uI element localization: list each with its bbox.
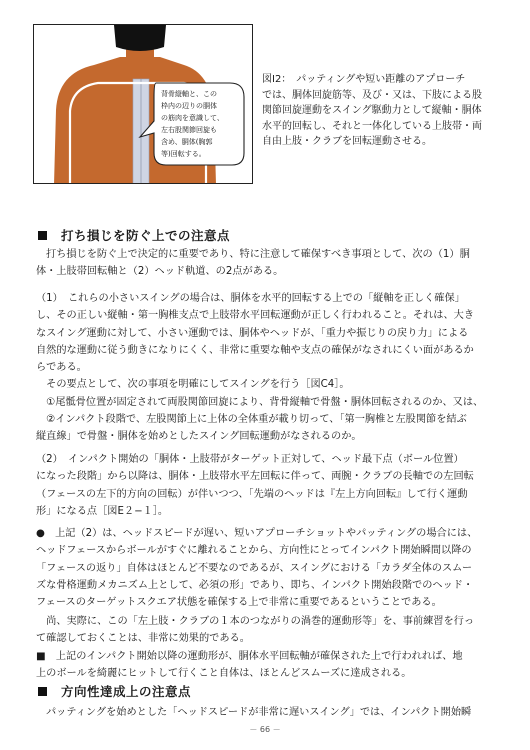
text-line: パッティングを始めとした「ヘッドスピードが非常に遅いスイング」では、インパクト開始瞬 — [46, 707, 472, 718]
hair-shape — [114, 25, 166, 51]
text-line: 尚、実際に、この「左上肢・クラブの１本のつながりの渦巻的運動形等」を、事前練習を行っ — [36, 616, 475, 627]
section-heading-1: 打ち損じを防ぐ上での注意点 — [38, 226, 230, 244]
text-line: し、その正しい縦軸・第一胸椎支点で上肢帯水平回転運動が正しく行われること。それは、大き — [36, 310, 475, 322]
section1-note — [36, 613, 496, 682]
text-line: （2） インパクト開始の「胴体・上肢帯がターゲット正対して、ヘッド最下点（ボール位置） — [36, 454, 464, 465]
text-line: 打ち損じを防ぐ上で決定的に重要であり、特に注意して確保すべき事項として、次の（1）胴 — [46, 249, 470, 260]
bubble-line-1: 背骨縦軸と、この — [161, 90, 217, 98]
bubble-line-5: 含め、胴体(胸郭 — [161, 138, 213, 146]
text-line: なスイング運動に対して、小さい運動では、胴体やヘッドが、「重力や振じりの戻り力」による — [36, 327, 469, 339]
section-heading-2: 方向性達成上の注意点 — [38, 682, 191, 700]
text-line: フェースのターゲットスクエア状態を確保する上で非常に重要であるということである。 — [36, 597, 442, 609]
text-line: その要点として、次の事項を明確にしてスイングを行う［図C4］。 — [36, 379, 350, 391]
text-line: （フェースの左下的方向の回転）が伴いつつ、「先端のヘッドは『左上方向回転』して行く運動 — [36, 488, 468, 500]
text-line: ヘッドフェースからボールがすぐに離れることから、方向性にとってインパクト開始瞬間以降の — [36, 545, 472, 557]
text-line: ②インパクト段階で、左股関節上に上体の全体重が載り切って、「第一胸椎と左股関節を結ぶ — [36, 414, 467, 426]
text-line: 自然的な運動に従う動きになりにくく、非常に重要な軸や支点の確保がなされにくい面があるか — [36, 344, 474, 356]
bubble-line-6: 等)回転する。 — [161, 150, 206, 158]
text-line: 「フェースの返り」自体はほとんど不要なのであるが、スイングにおける「カラダ全体のスムー — [36, 562, 473, 574]
bubble-line-4: 左右股関節回旋も — [161, 126, 217, 134]
caption-line: 図I2： パッティングや短い距離のアプローチ — [262, 74, 466, 85]
text-line: ズな骨格運動メカニズム上として、必須の形」であり、即ち、インパクト開始段階でのヘッド・ — [36, 579, 474, 591]
section1-bullet-paragraph — [36, 525, 496, 611]
text-line: ● 上記（2）は、ヘッドスピードが遅い、短いアプローチショットやパッティングの場合には、 — [36, 528, 478, 539]
text-line: 形」になる点［図E２−１］。 — [36, 505, 169, 517]
text-line: らである。 — [36, 362, 87, 374]
caption-line: では、胴体回旋筋等、及び・又は、下肢による股 — [262, 89, 482, 101]
text-line: 縦直線」で骨盤・胴体を始めとしたスイング回転運動がなされるのか。 — [36, 431, 362, 443]
bubble-line-3: の筋肉を意識して、 — [161, 114, 224, 122]
text-line: になった段階」から以降は、胴体・上肢帯水平左回転に伴って、両腕・クラブの長軸での左回転 — [36, 471, 474, 483]
golfer-back-illustration — [34, 25, 253, 184]
caption-line: 水平的回転し、それと一体化している上肢帯・両 — [262, 120, 482, 132]
section1-item2 — [36, 451, 496, 520]
page-number: － 66 － — [249, 725, 281, 734]
bubble-line-2: 枠内の辺りの胴体 — [161, 102, 217, 110]
square-bullet-icon — [38, 687, 47, 696]
text-line: （1） これらの小さいスイングの場合は、胴体を水平的回転する上での「縦軸を正しく確保」 — [36, 293, 465, 304]
figure-caption — [262, 72, 502, 150]
text-line: ①尾骶骨位置が固定されて両股関節回旋により、背骨縦軸で骨盤・胴体回転されるのか、又は、 — [36, 396, 484, 408]
text-line: 上のボールを綺麗にヒットして行くこと自体は、ほとんどスムーズに達成される。 — [36, 667, 412, 679]
caption-line: 自由上肢・クラブを回転運動させる。 — [262, 136, 432, 147]
text-line: ■ 上記のインパクト開始以降の運動形が、胴体水平回転軸が確保された上で行われれば、地 — [36, 650, 463, 662]
section1-intro — [36, 246, 496, 281]
square-bullet-icon — [38, 231, 47, 240]
section1-item1 — [36, 290, 496, 446]
section2-intro — [36, 704, 496, 721]
text-line: 体・上肢帯回転軸と（2）ヘッド軌道、の2点がある。 — [36, 266, 284, 278]
caption-line: 関節回旋運動をスイング駆動力として縦軸・胴体 — [262, 105, 482, 116]
text-line: て確認しておくことは、非常に効果的である。 — [36, 633, 250, 645]
figure-frame — [33, 24, 253, 184]
